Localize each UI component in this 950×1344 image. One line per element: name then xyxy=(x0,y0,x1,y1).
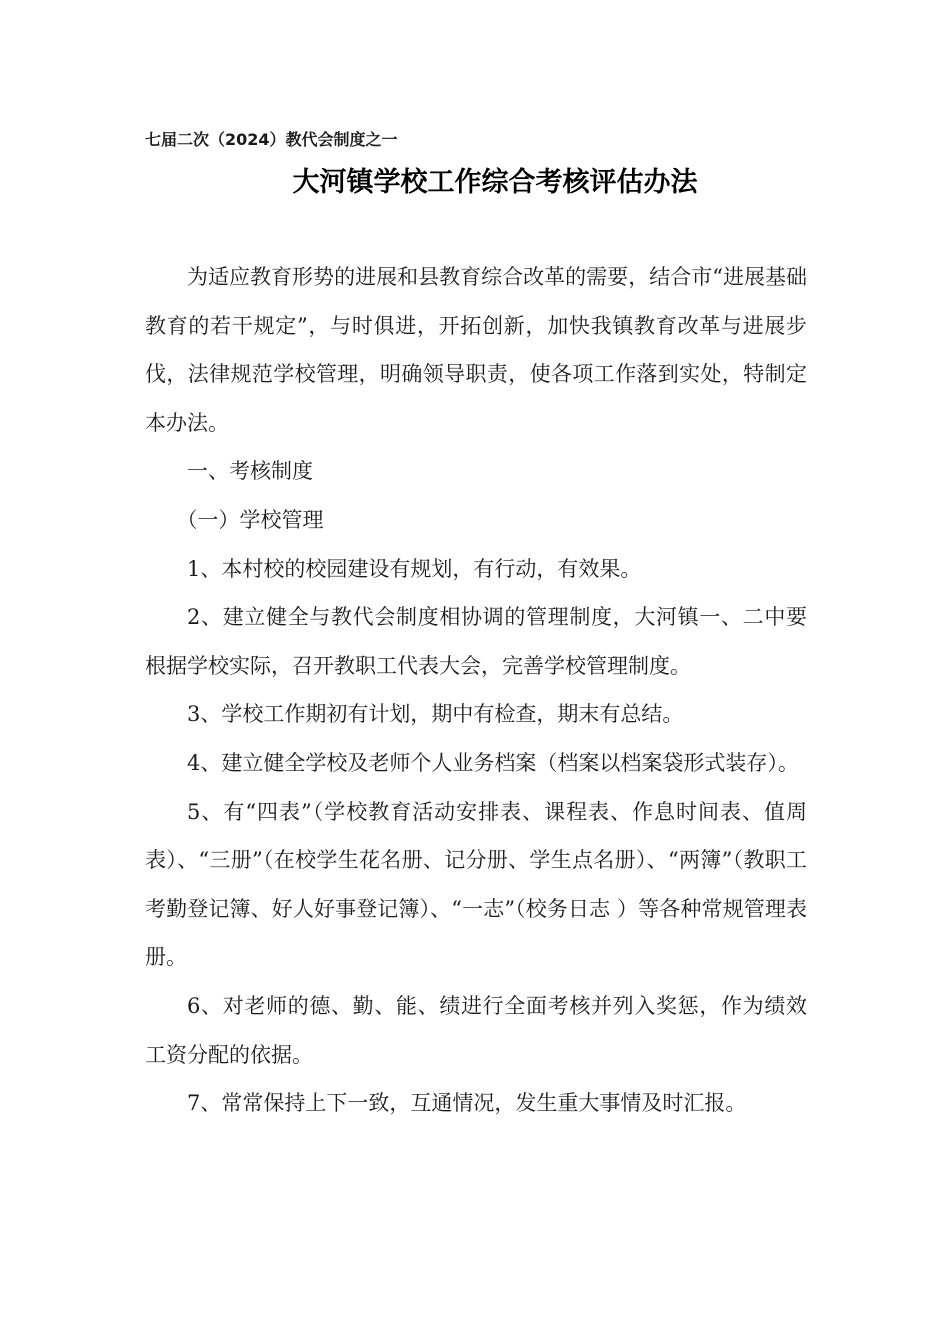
list-item: 1、本村校的校园建设有规划，有行动，有效果。 xyxy=(187,556,642,581)
paragraph-intro: 为适应教育形势的进展和县教育综合改革的需要，结合市“进展基础教育的若干规定”，与时俱进，开拓创新，加快我镇教育改革与进展步伐，法律规范学校管理，明确领导职责，使各项工作落到实处，特制定本办法。 xyxy=(145,265,807,435)
subsection-heading: （一）学校管理 xyxy=(176,507,324,532)
document-subheading: 七届二次（2024）教代会制度之一 xyxy=(145,130,398,149)
list-item: 6、对老师的德、勤、能、绩进行全面考核并列入奖惩，作为绩效工资分配的依据。 xyxy=(145,993,807,1067)
section-heading: 一、考核制度 xyxy=(187,459,313,484)
list-item: 4、建立健全学校及老师个人业务档案（档案以档案袋形式装存）。 xyxy=(187,750,799,775)
list-item: 2、建立健全与教代会制度相协调的管理制度，大河镇一、二中要根据学校实际，召开教职工代表大会，完善学校管理制度。 xyxy=(145,605,807,678)
list-item: 3、学校工作期初有计划，期中有检查，期末有总结。 xyxy=(187,702,684,727)
list-item: 5、有“四表”（学校教育活动安排表、课程表、作息时间表、值周表）、“三册”（在校学生花名册、记分册、学生点名册）、“两簿”（教职工考勤登记簿、好人好事登记簿）、“一志”（校务日志 ）等各种常规管理表册。 xyxy=(145,799,807,970)
document-title: 大河镇学校工作综合考核评估办法 xyxy=(292,167,698,198)
list-item: 7、常常保持上下一致，互通情况，发生重大事情及时汇报。 xyxy=(187,1091,747,1116)
document-body xyxy=(145,253,807,1128)
